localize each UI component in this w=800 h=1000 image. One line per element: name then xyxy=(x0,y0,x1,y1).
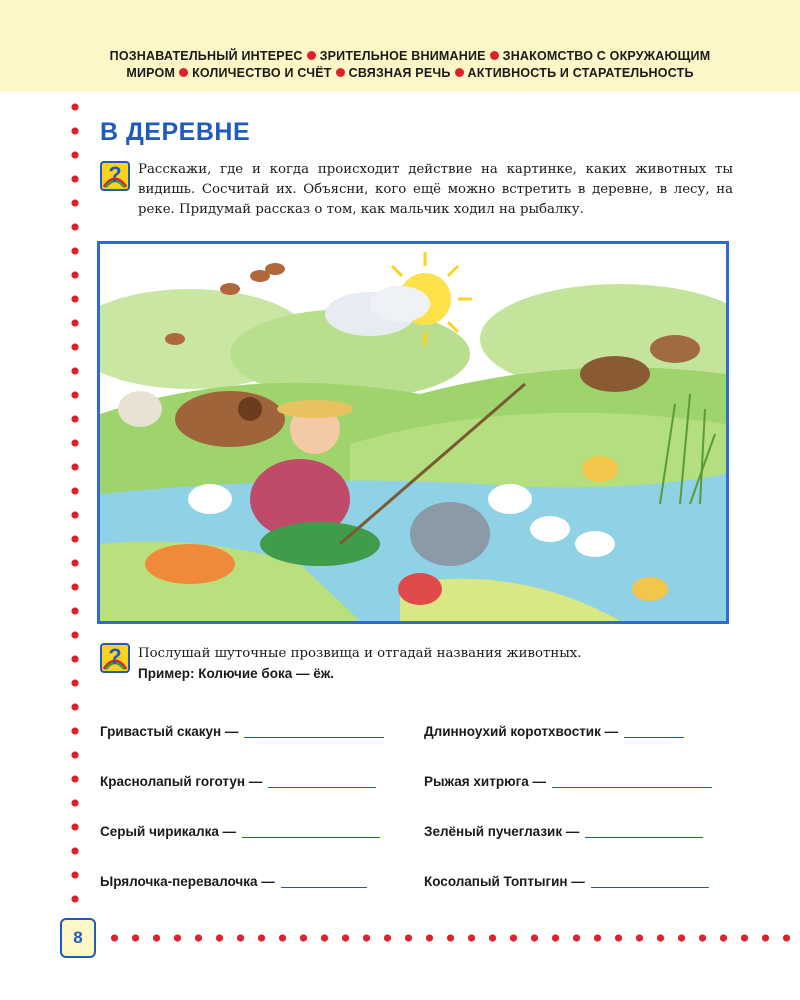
skill-item: КОЛИЧЕСТВО И СЧЁТ xyxy=(192,66,332,80)
riddle-text: Длинноухий коротхвостик — xyxy=(424,724,619,739)
task-1-text: Расскажи, где и когда происходит действие на картинке, каких животных ты видишь. Сосчитай их. Объясни, кого ещё можно встретить в деревне, в лесу, на реке. Придумай рассказ о том, как мальчик ходил на рыбалку. xyxy=(138,162,733,217)
skill-item: МИРОМ xyxy=(126,66,176,80)
riddle-text: Гривастый скакун — xyxy=(100,724,239,739)
bullet-dot xyxy=(307,51,316,60)
skill-item: ПОЗНАВАТЕЛЬНЫЙ ИНТЕРЕС xyxy=(109,49,303,63)
answer-line[interactable] xyxy=(624,725,684,738)
skill-item: СВЯЗНАЯ РЕЧЬ xyxy=(348,66,451,80)
vertical-dot-border xyxy=(71,95,79,915)
riddle-text: Серый чирикалка — xyxy=(100,824,237,839)
horizontal-dot-border xyxy=(104,933,800,943)
skill-item: ЗРИТЕЛЬНОЕ ВНИМАНИЕ xyxy=(319,49,486,63)
riddle-text: Косолапый Топтыгин — xyxy=(424,874,585,889)
skill-item: ЗНАКОМСТВО С ОКРУЖАЮЩИМ xyxy=(502,49,711,63)
riddle-text: Рыжая хитрюга — xyxy=(424,774,546,789)
riddle-text: Краснолапый гоготун — xyxy=(100,774,263,789)
answer-line[interactable] xyxy=(552,775,712,788)
answer-line[interactable] xyxy=(244,725,384,738)
riddle-row xyxy=(100,874,367,889)
riddle-row xyxy=(100,824,380,839)
village-scene-image xyxy=(100,244,726,621)
page-title: В ДЕРЕВНЕ xyxy=(100,118,251,146)
skills-line-1 xyxy=(60,48,760,65)
top-banner xyxy=(0,0,800,92)
svg-text:?: ? xyxy=(108,644,122,669)
skills-list xyxy=(60,48,760,82)
question-icon xyxy=(100,161,130,191)
answer-line[interactable] xyxy=(242,825,380,838)
riddle-row xyxy=(424,874,709,889)
skills-line-2 xyxy=(60,65,760,82)
answer-line[interactable] xyxy=(281,875,367,888)
page-number: 8 xyxy=(60,918,96,958)
task-2-text: Послушай шуточные прозвища и отгадай названия животных. xyxy=(138,646,582,661)
village-illustration xyxy=(97,241,729,624)
example-line: Пример: Колючие бока — ёж. xyxy=(138,666,335,681)
question-icon xyxy=(100,643,130,673)
answer-line[interactable] xyxy=(585,825,703,838)
bullet-dot xyxy=(336,68,345,77)
riddle-row xyxy=(100,724,384,739)
riddle-row xyxy=(424,824,703,839)
skill-item: АКТИВНОСТЬ И СТАРАТЕЛЬНОСТЬ xyxy=(467,66,694,80)
riddle-row xyxy=(100,774,376,789)
riddle-text: Ырялочка-перевалочка — xyxy=(100,874,275,889)
svg-text:?: ? xyxy=(108,162,122,187)
riddle-text: Зелёный пучеглазик — xyxy=(424,824,580,839)
bullet-dot xyxy=(490,51,499,60)
bullet-dot xyxy=(179,68,188,77)
riddle-row xyxy=(424,774,712,789)
bullet-dot xyxy=(455,68,464,77)
answer-line[interactable] xyxy=(591,875,709,888)
riddle-row xyxy=(424,724,684,739)
answer-line[interactable] xyxy=(268,775,376,788)
